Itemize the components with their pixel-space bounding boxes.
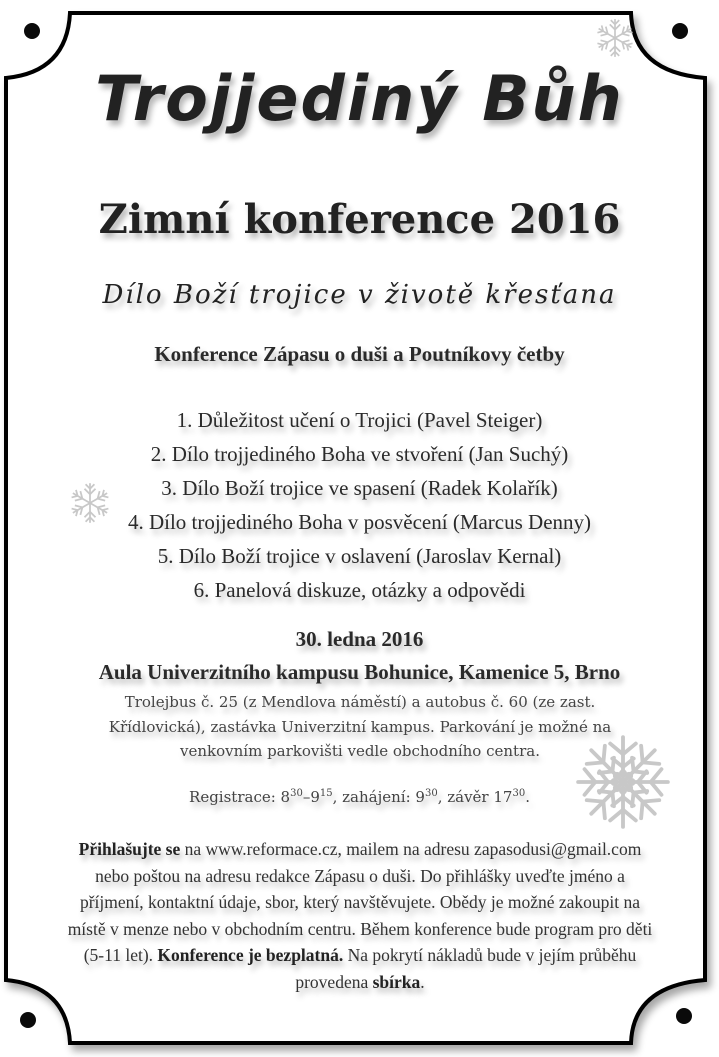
time-minute: 30 xyxy=(512,788,526,799)
corner-dot-icon xyxy=(676,1008,692,1024)
organizer-line: Konference Zápasu o duši a Poutníkovy četby xyxy=(154,342,565,366)
free-emphasis: Konference je bezplatná. xyxy=(157,945,344,965)
registration-info xyxy=(62,836,658,995)
time-minute: 30 xyxy=(424,788,438,799)
collection-text: Na pokrytí nákladů bude v jejím průběhu provedena xyxy=(295,945,637,992)
registration-text: na www.reformace.cz, mailem na adresu zapasodusi@gmail.com nebo poštou na adresu redakce Zápasu o duši. Do přihlášky uveďte jméno a příjmení, kontaktní údaje, sbor, který navštěvujete. Obědy je možné zakoupit na místě v menze nebo v obchodním centru. Během konference bude program pro děti (5-11 let). xyxy=(67,839,653,965)
schedule-line xyxy=(0,788,719,806)
corner-dot-icon xyxy=(20,1012,36,1028)
program-item: 5. Dílo Boží trojice v oslavení (Jaroslav Kernal) xyxy=(157,544,562,568)
period: . xyxy=(420,971,425,992)
transport-info: Trolejbus č. 25 (z Mendlova náměstí) a autobus č. 60 (ze zast. Křídlovická), zastávka Univerzitní kampus. Parkování je možné na venkovním parkovišti vedle obchodního centra. xyxy=(108,693,612,760)
dash: – xyxy=(302,788,311,806)
event-venue: Aula Univerzitního kampusu Bohunice, Kamenice 5, Brno xyxy=(98,660,621,684)
time-minute: 30 xyxy=(290,788,303,799)
program-item: 3. Dílo Boží trojice ve spasení (Radek Kolařík) xyxy=(161,476,558,500)
program-item: 2. Dílo trojjediného Boha ve stvoření (Jan Suchý) xyxy=(150,442,569,466)
period: . xyxy=(525,788,530,806)
snowflake-icon xyxy=(594,17,636,59)
time-hour: 9 xyxy=(415,788,425,806)
opening-label: , zahájení: xyxy=(332,788,416,806)
program-item: 4. Dílo trojjediného Boha v posvěcení (Marcus Denny) xyxy=(127,510,592,534)
time-hour: 17 xyxy=(493,788,513,806)
register-emphasis: Přihlašujte se xyxy=(78,839,181,859)
poster-title: Trojjediný Bůh xyxy=(95,62,624,135)
corner-dot-icon xyxy=(24,23,40,39)
poster-motto: Dílo Boží trojice v životě křesťana xyxy=(102,280,617,310)
poster-subtitle: Zimní konference 2016 xyxy=(98,196,621,243)
program-item: 1. Důležitost učení o Trojici (Pavel Steiger) xyxy=(176,408,543,432)
corner-dot-icon xyxy=(672,23,688,39)
time-hour: 9 xyxy=(310,788,320,806)
closing-label: , závěr xyxy=(437,788,494,806)
registration-label: Registrace: xyxy=(189,788,281,806)
program-list xyxy=(0,403,719,607)
collection-emphasis: sbírka xyxy=(372,971,421,992)
time-hour: 8 xyxy=(280,788,291,806)
time-minute: 15 xyxy=(319,788,333,799)
event-date: 30. ledna 2016 xyxy=(295,627,424,651)
program-item: 6. Panelová diskuze, otázky a odpovědi xyxy=(193,578,526,602)
